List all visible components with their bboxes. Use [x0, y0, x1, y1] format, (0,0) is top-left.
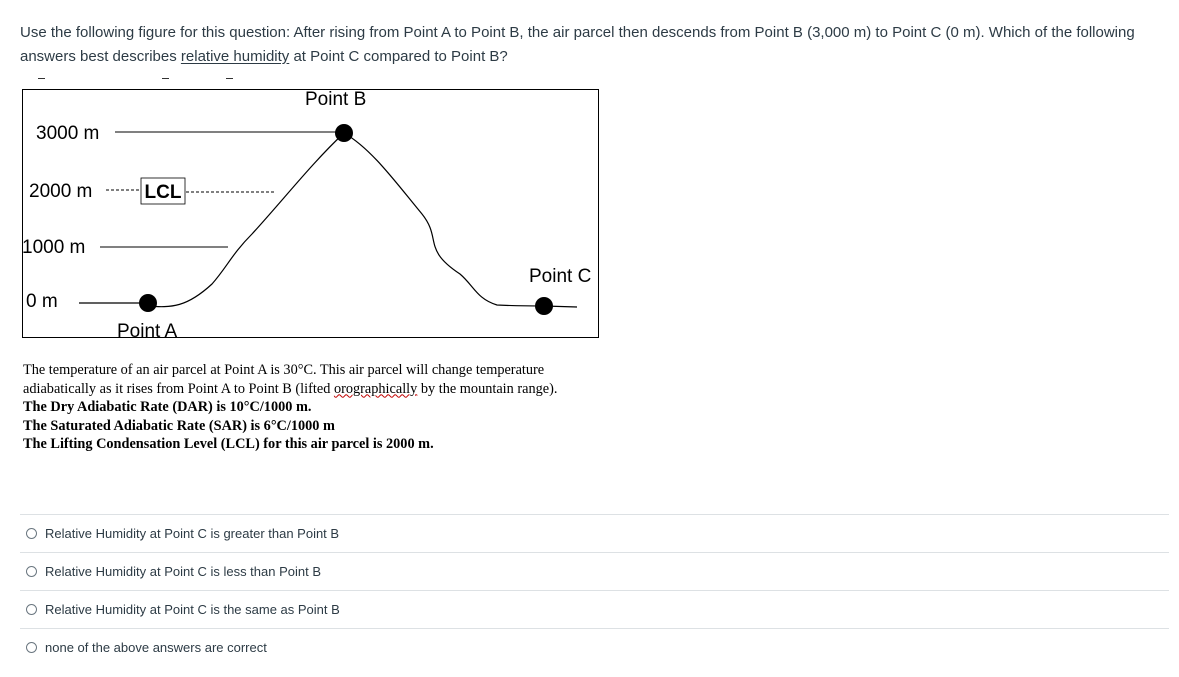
radio-button[interactable]	[26, 566, 37, 577]
mountain-figure	[22, 89, 600, 339]
radio-button[interactable]	[26, 642, 37, 653]
answer-option[interactable]	[20, 514, 1169, 552]
stray-dash	[162, 78, 169, 79]
point-a-label: Point A	[117, 321, 178, 339]
relative-humidity-link[interactable]: relative humidity	[180, 48, 290, 65]
answer-label[interactable]: Relative Humidity at Point C is the same as Point B	[45, 602, 340, 617]
spellcheck-word: orographically	[333, 380, 418, 397]
radio-button[interactable]	[26, 604, 37, 615]
problem-intro-end: by the mountain range).	[417, 380, 558, 397]
altitude-label-2000: 2000 m	[29, 181, 93, 202]
problem-info	[23, 361, 613, 454]
figure-frame	[23, 90, 599, 338]
question-text-part-1: Use the following figure for this question: After rising from Point A to Point B, the air parcel then descends from Point B (3,000 m) to Point C (0 m). Which of the following answers best describes	[20, 24, 1135, 65]
problem-intro	[23, 361, 613, 398]
answer-option[interactable]	[20, 628, 1169, 666]
altitude-label-1000: 1000 m	[22, 237, 86, 258]
altitude-label-3000: 3000 m	[36, 123, 100, 144]
question-text-part-2: at Point C compared to Point B?	[289, 48, 508, 65]
answer-label[interactable]: none of the above answers are correct	[45, 640, 267, 655]
answer-list	[20, 514, 1169, 666]
point-c-label: Point C	[529, 266, 592, 287]
answer-label[interactable]: Relative Humidity at Point C is greater than Point B	[45, 526, 340, 541]
radio-button[interactable]	[26, 528, 37, 539]
point-b-marker	[335, 124, 353, 142]
point-c-marker	[535, 297, 553, 315]
sar-text: The Saturated Adiabatic Rate (SAR) is 6°C/1000 m	[23, 417, 335, 434]
question-text	[20, 21, 1160, 69]
point-b-label: Point B	[305, 89, 367, 110]
answer-option[interactable]	[20, 590, 1169, 628]
answer-option[interactable]	[20, 552, 1169, 590]
problem-intro-text: The temperature of an air parcel at Point A is 30°C. This air parcel will change temperature adiabatically as it rises from Point A to Point B (lifted	[23, 362, 545, 397]
stray-dash	[38, 78, 45, 79]
lcl-label: LCL	[144, 182, 182, 203]
stray-dash	[226, 78, 233, 79]
lcl-text: The Lifting Condensation Level (LCL) for this air parcel is 2000 m.	[23, 436, 434, 452]
dar-text: The Dry Adiabatic Rate (DAR) is 10°C/1000 m.	[23, 399, 312, 415]
answer-label[interactable]: Relative Humidity at Point C is less than Point B	[45, 564, 322, 579]
point-a-marker	[139, 294, 157, 312]
altitude-label-0: 0 m	[26, 291, 58, 312]
